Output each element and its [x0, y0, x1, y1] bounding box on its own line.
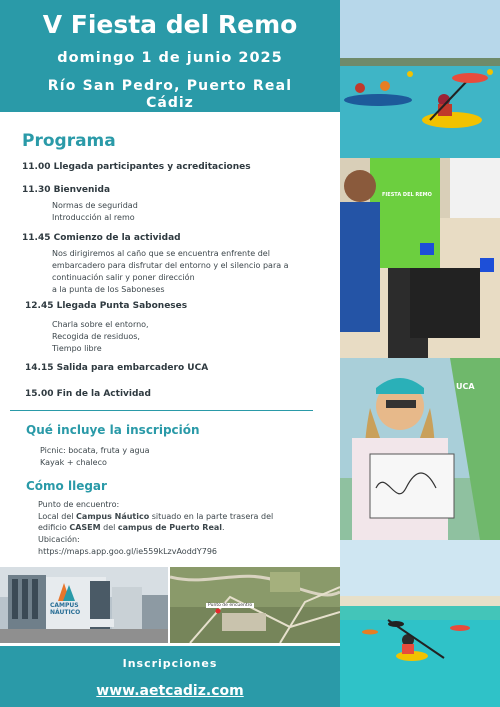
- program-title: Programa: [22, 131, 116, 151]
- program-item-detail: a la punta de los Saboneses: [52, 285, 165, 294]
- map-image: [170, 567, 340, 643]
- program-item-detail: Charla sobre el entorno,: [52, 320, 149, 329]
- meeting-point-line: edificio CASEM del campus de Puerto Real.: [38, 523, 225, 532]
- volunteers-photo: [340, 158, 500, 358]
- program-item-detail: Nos dirigiremos al caño que se encuentra enfrente del: [52, 249, 270, 258]
- meeting-point-line: Local del Campus Náutico situado en la parte trasera del: [38, 512, 274, 521]
- registration-item: Picnic: bocata, fruta y agua: [40, 446, 150, 455]
- instructor-photo: [340, 358, 500, 540]
- kayakers-photo: [340, 0, 500, 158]
- program-item-detail: Normas de seguridad: [52, 201, 138, 210]
- program-item-title: 14.15 Salida para embarcadero UCA: [25, 363, 209, 373]
- program-item-title: 12.45 Llegada Punta Saboneses: [25, 301, 188, 311]
- registration-cta: Inscripciones: [122, 657, 218, 670]
- meeting-point-label: Punto de encuentro:: [38, 500, 120, 509]
- kayak-beach-photo: [340, 540, 500, 707]
- campus-sign: CAMPUS NÁUTICO: [50, 602, 81, 616]
- program-item-title: 11.00 Llegada participantes y acreditaciones: [22, 162, 251, 172]
- vest-print: FIESTA DEL REMO: [382, 192, 432, 198]
- program-item-detail: Tiempo libre: [52, 344, 102, 353]
- event-place: Río San Pedro, Puerto Real: [47, 78, 293, 94]
- section-divider: [10, 410, 313, 411]
- program-item-title: 11.45 Comienzo de la actividad: [22, 233, 181, 243]
- event-city: Cádiz: [146, 95, 194, 111]
- map-label: Punto de encuentro: [208, 603, 253, 608]
- program-item-title: 15.00 Fin de la Actividad: [25, 389, 151, 399]
- website-link[interactable]: www.aetcadiz.com: [96, 683, 244, 699]
- registration-item: Kayak + chaleco: [40, 458, 107, 467]
- location-label: Ubicación:: [38, 535, 80, 544]
- registration-title: Qué incluye la inscripción: [26, 423, 200, 437]
- campus-building-photo: [0, 567, 168, 643]
- event-date: domingo 1 de junio 2025: [57, 50, 283, 66]
- event-title: V Fiesta del Remo: [42, 10, 298, 39]
- directions-title: Cómo llegar: [26, 479, 107, 493]
- program-item-detail: embarcadero para disfrutar del entorno y el silencio para a: [52, 261, 289, 270]
- flag-print: UCA: [456, 382, 475, 391]
- location-url[interactable]: https://maps.app.goo.gl/ie559kLzvAoddY796: [38, 547, 218, 556]
- program-item-detail: Recogida de residuos,: [52, 332, 140, 341]
- program-item-detail: continuación salir y poner dirección: [52, 273, 195, 282]
- program-item-detail: Introducción al remo: [52, 213, 135, 222]
- program-item-title: 11.30 Bienvenida: [22, 185, 111, 195]
